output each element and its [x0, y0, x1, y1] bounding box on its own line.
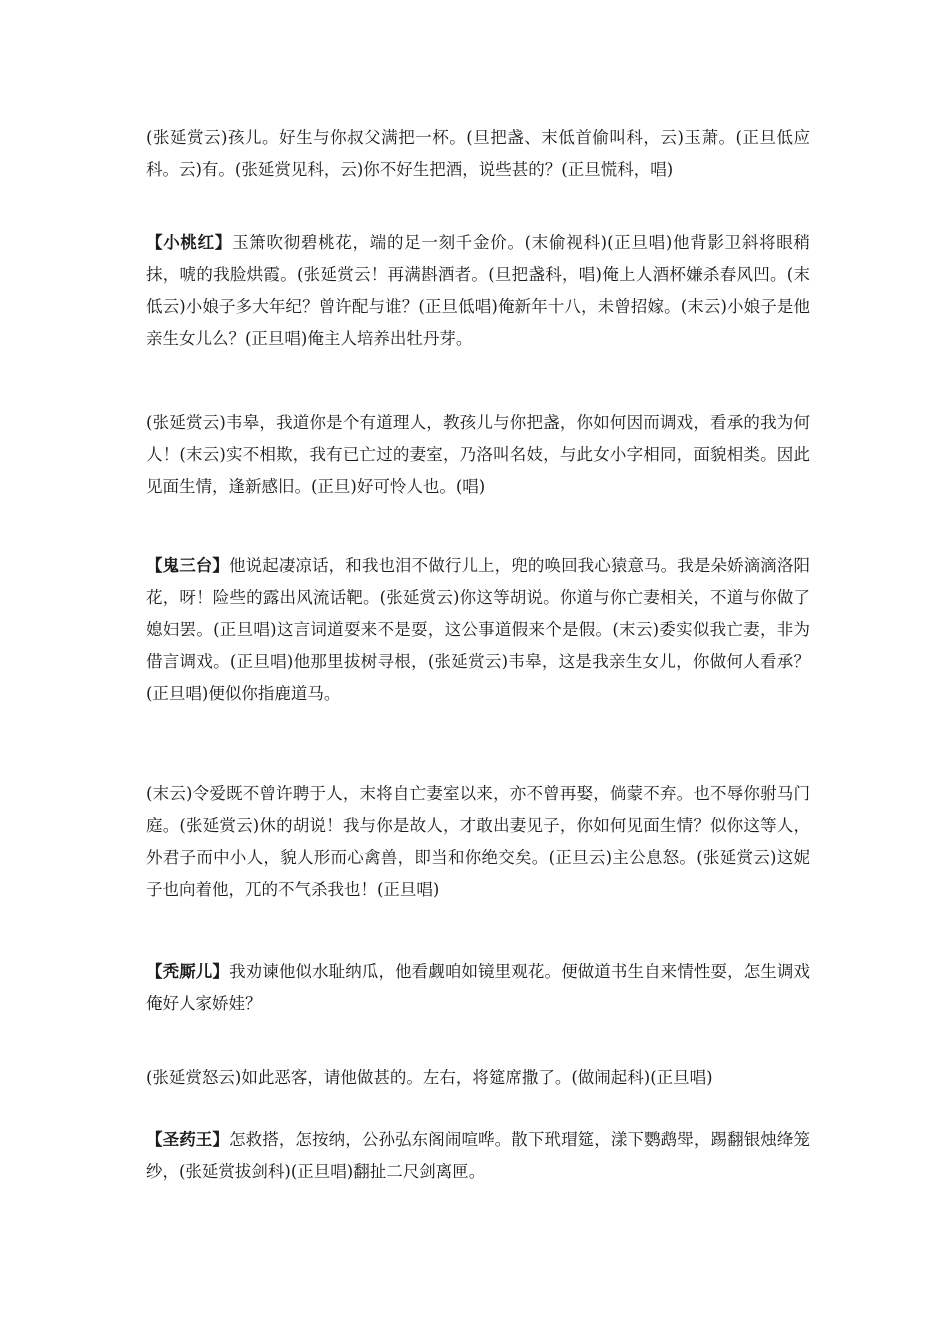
paragraph-6 [146, 956, 810, 1020]
paragraph-5 [146, 778, 810, 906]
paragraph-text: 我劝谏他似水耻纳瓜，他看觑咱如镜里观花。便做道书生自来情性耍，怎生调戏俺好人家娇娃？ [146, 962, 811, 1013]
tune-name: 【鬼三台】 [146, 556, 230, 575]
paragraph-8 [146, 1124, 810, 1188]
paragraph-7 [146, 1062, 810, 1094]
tune-name: 【圣药王】 [146, 1130, 230, 1149]
paragraph-1 [146, 122, 810, 186]
paragraph-2 [146, 227, 810, 355]
paragraph-text: 玉箫吹彻碧桃花，端的足一刻千金价。(末偷视科)(正旦唱)他背影卫斜将眼稍抹，唬的我脸烘霞。(张延赏云！再满斟酒者。(旦把盏科，唱)俺上人酒杯嫌杀春风凹。(末低云)小娘子多大年纪？曾许配与谁？(正旦低唱)俺新年十八，未曾招嫁。(末云)小娘子是他亲生女儿么？(正旦唱)俺主人培养出牡丹芽。 [146, 233, 811, 348]
paragraph-4 [146, 550, 810, 710]
tune-name: 【秃厮儿】 [146, 962, 230, 981]
paragraph-text: (张延赏云)孩儿。好生与你叔父满把一杯。(旦把盏、末低首偷叫科，云)玉萧。(正旦低应科。云)有。(张延赏见科，云)你不好生把酒，说些甚的？(正旦慌科，唱) [146, 128, 810, 179]
paragraph-text: (末云)令爱既不曾许聘于人，末将自亡妻室以来，亦不曾再娶，倘蒙不弃。也不辱你驸马门庭。(张延赏云)休的胡说！我与你是故人，才敢出妻见子，你如何见面生情？似你这等人，外君子而中小人，貌人形而心禽兽，即当和你绝交矣。(正旦云)主公息怒。(张延赏云)这妮子也向着他，兀的不气杀我也！(正旦唱) [146, 784, 810, 899]
paragraph-text: (张延赏云)韦皋，我道你是个有道理人，教孩儿与你把盏，你如何因而调戏，看承的我为何人！(末云)实不相欺，我有已亡过的妻室，乃洛叫名妓，与此女小字相同，面貌相类。因此见面生情，逢新感旧。(正旦)好可怜人也。(唱) [146, 413, 810, 496]
paragraph-text: 他说起凄凉话，和我也泪不做行儿上，兜的唤回我心猿意马。我是朵娇滴滴洛阳花，呀！险些的露出风流话靶。(张延赏云)你这等胡说。你道与你亡妻相关，不道与你做了媳妇罢。(正旦唱)这言词道耍来不是耍，这公事道假来个是假。(末云)委实似我亡妻，非为借言调戏。(正旦唱)他那里拔树寻根，(张延赏云)韦皋，这是我亲生女儿，你做何人看承？(正旦唱)便似你指鹿道马。 [146, 556, 811, 703]
paragraph-text: (张延赏怒云)如此恶客，请他做甚的。左右，将筵席撒了。(做闹起科)(正旦唱) [146, 1068, 713, 1087]
paragraph-text: 怎救搭，怎按纳，公孙弘东阁闹喧哗。散下玳瑁筵，漾下鹦鹉斝，踢翻银烛绛笼纱，(张延赏拔剑科)(正旦唱)翻扯二尺剑离匣。 [146, 1130, 811, 1181]
tune-name: 【小桃红】 [146, 233, 233, 252]
paragraph-3 [146, 407, 810, 503]
